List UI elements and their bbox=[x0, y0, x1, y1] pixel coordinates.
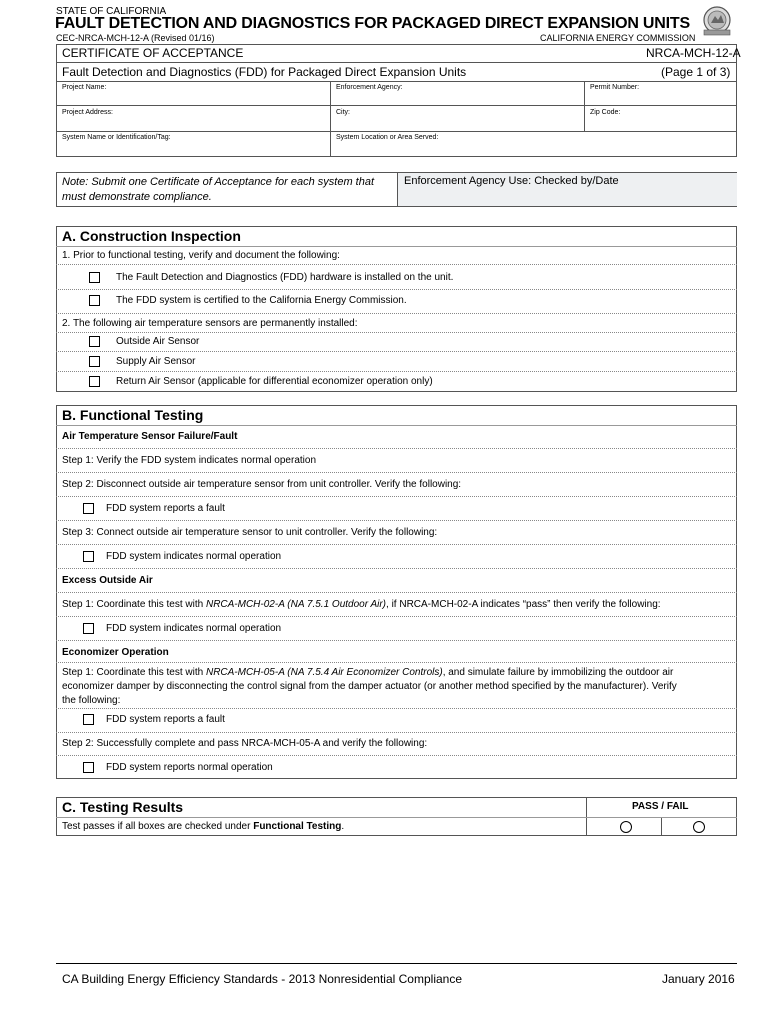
form-subtitle: Fault Detection and Diagnostics (FDD) for Packaged Direct Expansion Units bbox=[62, 65, 467, 79]
check-label: FDD system reports normal operation bbox=[106, 762, 273, 773]
s2-step1: Step 1: Coordinate this test with NRCA-MCH-02-A (NA 7.5.1 Outdoor Air), if NRCA-MCH-02-A indicates “pass” then verify the following: bbox=[62, 599, 661, 610]
subsection-excess-outside-air: Excess Outside Air bbox=[62, 575, 153, 586]
city-field[interactable]: City: bbox=[336, 109, 350, 116]
system-name-field[interactable]: System Name or Identification/Tag: bbox=[62, 134, 171, 141]
section-b-title: B. Functional Testing bbox=[62, 407, 204, 423]
reports-fault-checkbox[interactable] bbox=[83, 503, 94, 514]
pass-fail-header: PASS / FAIL bbox=[632, 801, 689, 812]
pass-radio[interactable] bbox=[620, 821, 632, 833]
fail-radio[interactable] bbox=[693, 821, 705, 833]
s1-step3: Step 3: Connect outside air temperature sensor to unit controller. Verify the following: bbox=[62, 527, 438, 538]
check-label: FDD system indicates normal operation bbox=[106, 623, 282, 634]
system-location-field[interactable]: System Location or Area Served: bbox=[336, 134, 439, 141]
check-label: FDD system indicates normal operation bbox=[106, 551, 282, 562]
economizer-fault-checkbox[interactable] bbox=[83, 714, 94, 725]
project-address-field[interactable]: Project Address: bbox=[62, 109, 113, 116]
normal-operation-checkbox[interactable] bbox=[83, 551, 94, 562]
project-name-field[interactable]: Project Name: bbox=[62, 84, 107, 91]
section-a-item2: 2. The following air temperature sensors are permanently installed: bbox=[62, 318, 358, 329]
return-air-sensor-checkbox[interactable] bbox=[89, 376, 100, 387]
check-label: The Fault Detection and Diagnostics (FDD) hardware is installed on the unit. bbox=[116, 272, 454, 283]
permit-number-field[interactable]: Permit Number: bbox=[590, 84, 640, 91]
certificate-label: CERTIFICATE OF ACCEPTANCE bbox=[62, 46, 244, 60]
check-label: FDD system reports a fault bbox=[106, 503, 225, 514]
energy-commission-seal-icon bbox=[700, 5, 734, 37]
section-a-title: A. Construction Inspection bbox=[62, 228, 241, 244]
hardware-installed-checkbox[interactable] bbox=[89, 272, 100, 283]
zip-code-field[interactable]: Zip Code: bbox=[590, 109, 621, 116]
s1-step2: Step 2: Disconnect outside air temperature sensor from unit controller. Verify the following: bbox=[62, 479, 462, 490]
check-label: The FDD system is certified to the California Energy Commission. bbox=[116, 295, 407, 306]
state-label: STATE OF CALIFORNIA bbox=[56, 6, 167, 17]
footer-standards: CA Building Energy Efficiency Standards - 2013 Nonresidential Compliance bbox=[62, 972, 463, 986]
s3-step1: Step 1: Coordinate this test with NRCA-MCH-05-A (NA 7.5.4 Air Economizer Controls), and simulate failure by immobilizing the outdoor air economizer damper by disconnecting the control signal from the damper actuator (or another method specified by the manufacturer). Verify the following: bbox=[62, 667, 677, 706]
check-label: Supply Air Sensor bbox=[116, 356, 196, 367]
check-label: Outside Air Sensor bbox=[116, 336, 200, 347]
agency-use-field[interactable]: Enforcement Agency Use: Checked by/Date bbox=[404, 175, 619, 187]
s1-step1: Step 1: Verify the FDD system indicates normal operation bbox=[62, 455, 317, 466]
outside-air-sensor-checkbox[interactable] bbox=[89, 336, 100, 347]
check-label: FDD system reports a fault bbox=[106, 714, 225, 725]
section-c-title: C. Testing Results bbox=[62, 799, 184, 815]
subsection-economizer: Economizer Operation bbox=[62, 647, 169, 658]
subsection-sensor-fault: Air Temperature Sensor Failure/Fault bbox=[62, 431, 238, 442]
commission-label: CALIFORNIA ENERGY COMMISSION bbox=[540, 33, 696, 43]
supply-air-sensor-checkbox[interactable] bbox=[89, 356, 100, 367]
form-title: FAULT DETECTION AND DIAGNOSTICS FOR PACKAGED DIRECT EXPANSION UNITS bbox=[55, 15, 690, 32]
section-a-item1: 1. Prior to functional testing, verify and document the following: bbox=[62, 250, 340, 261]
test-passes-text: Test passes if all boxes are checked under Functional Testing. bbox=[62, 821, 345, 832]
economizer-normal-checkbox[interactable] bbox=[83, 762, 94, 773]
page-number: (Page 1 of 3) bbox=[661, 65, 731, 79]
enforcement-agency-field[interactable]: Enforcement Agency: bbox=[336, 84, 403, 91]
excess-air-normal-checkbox[interactable] bbox=[83, 623, 94, 634]
footer-date: January 2016 bbox=[662, 972, 735, 986]
form-id: NRCA-MCH-12-A bbox=[646, 46, 741, 60]
fdd-certified-checkbox[interactable] bbox=[89, 295, 100, 306]
note-text: Note: Submit one Certificate of Acceptance for each system that must demonstrate compliance. bbox=[62, 176, 375, 203]
form-code: CEC-NRCA-MCH-12-A (Revised 01/16) bbox=[56, 33, 215, 43]
check-label: Return Air Sensor (applicable for differential economizer operation only) bbox=[116, 376, 433, 387]
s3-step2: Step 2: Successfully complete and pass NRCA-MCH-05-A and verify the following: bbox=[62, 738, 428, 749]
